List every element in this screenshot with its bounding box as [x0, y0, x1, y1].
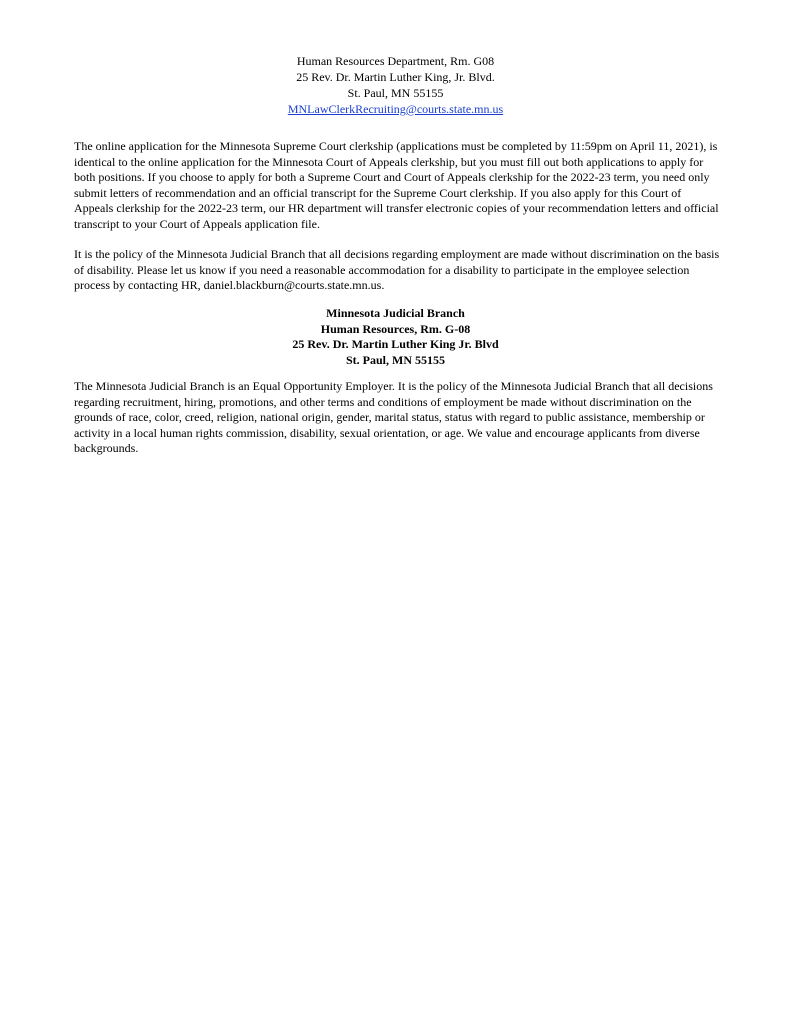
header-city: St. Paul, MN 55155 [347, 86, 444, 100]
equal-opportunity-paragraph: The Minnesota Judicial Branch is an Equal Opportunity Employer. It is the policy of the Minnesota Judicial Branch that all decisions regarding recruitment, hiring, promotions, and other terms and conditions of employment be made without discrimination on the grounds of race, color, creed, religion, national origin, gender, marital status, status with regard to public assistance, membership or activity in a local human rights commission, disability, sexual orientation, or age. We value and encourage applicants from diverse backgrounds. [74, 379, 713, 456]
application-paragraph: The online application for the Minnesota Supreme Court clerkship (applications must be completed by 11:59pm on April 11, 2021), is identical to the online application for the Minnesota Court of Appeals clerkship, but you must fill out both applications to apply for both positions. If you choose to apply for both a Supreme Court and Court of Appeals clerkship for the 2022-23 term, you need only submit letters of recommendation and an official transcript for the Supreme Court clerkship. If you also apply for this Court of Appeals clerkship for the 2022-23 term, our HR department will transfer electronic copies of your recommendation letters and official transcript to your Court of Appeals application file. [74, 139, 719, 231]
header-address-block [0, 53, 791, 117]
header-email-link[interactable]: MNLawClerkRecruiting@courts.state.mn.us [287, 102, 504, 116]
contact-organization: Minnesota Judicial Branch [326, 306, 465, 320]
contact-city: St. Paul, MN 55155 [346, 352, 445, 367]
contact-address-block [0, 306, 791, 368]
contact-office: Human Resources, Rm. G-08 [320, 321, 471, 336]
disability-policy-paragraph: It is the policy of the Minnesota Judicial Branch that all decisions regarding employment are made without discrimination on the basis of disability. Please let us know if you need a reasonable accommodation for a disability to participate in the employee selection process by contacting HR, daniel.blackburn@courts.state.mn.us. [74, 247, 720, 293]
contact-street: 25 Rev. Dr. Martin Luther King Jr. Blvd [292, 337, 499, 351]
header-street: 25 Rev. Dr. Martin Luther King, Jr. Blvd. [296, 70, 495, 84]
header-department: Human Resources Department, Rm. G08 [296, 54, 495, 68]
